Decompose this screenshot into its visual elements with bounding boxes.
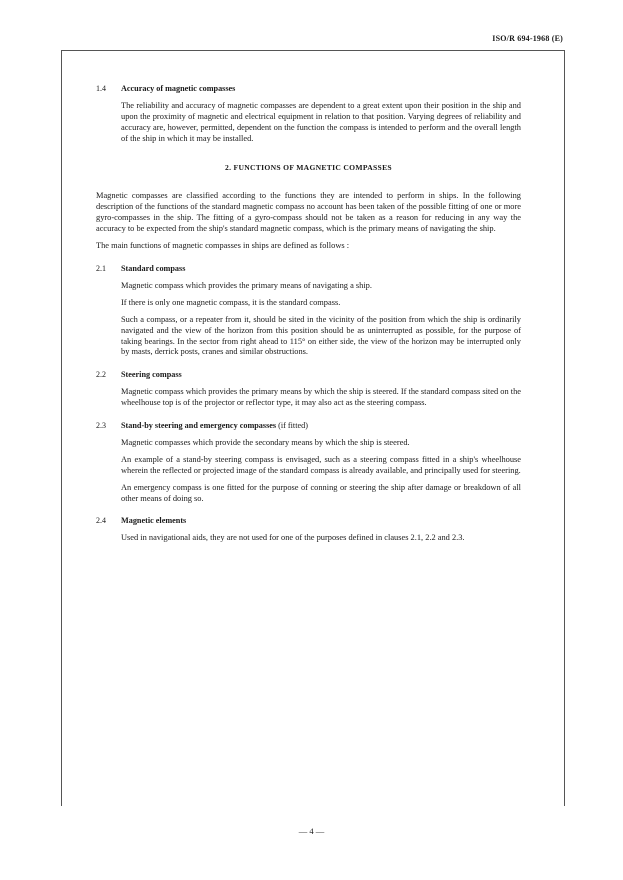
section-title-suffix: (if fitted) (278, 421, 308, 431)
section-number: 1.4 (96, 84, 106, 93)
standard-reference: ISO/R 694-1968 (E) (492, 34, 563, 43)
paragraph: If there is only one magnetic compass, it is the standard compass. (121, 297, 341, 307)
section-2-3 (96, 421, 521, 504)
section-number: 2.1 (96, 263, 106, 273)
section-number: 2.2 (96, 370, 106, 380)
page-number: — 4 — (298, 826, 325, 836)
section-title: Accuracy of magnetic compasses (121, 84, 236, 93)
paragraph: Magnetic compass which provides the primary means of navigating a ship. (121, 280, 372, 290)
document-body (96, 84, 521, 550)
section-title-text: Stand-by steering and emergency compasses (121, 421, 277, 431)
section-1-4 (96, 84, 521, 145)
section-number: 2.3 (96, 421, 106, 431)
intro-paragraph: The main functions of magnetic compasses in ships are defined as follows : (96, 241, 350, 251)
intro-paragraph: Magnetic compasses are classified according to the functions they are intended to perform in ships. In the following description of the functions of the standard magnetic compass no account has been taken of the possible fitting of one or more gyro-compasses in the ship. The fitting of a gyro-compass should not be taken as a reason for reducing in any way the accuracy to be expected from the ship's standard magnetic compass, which is the primary means of navigating the ship. (96, 191, 521, 234)
section-2-4 (96, 516, 521, 544)
chapter-heading: 2. FUNCTIONS OF MAGNETIC COMPASSES (225, 162, 392, 172)
paragraph: The reliability and accuracy of magnetic compasses are dependent to a great extent upon their position in the ship and upon the proximity of magnetic and electrical equipment in relation to that position. Varying degrees of reliability and accuracy are, however, permitted, dependent on the function the compass is intended to perform and the overall length of the ship in which it may be installed. (121, 100, 521, 143)
paragraph: An emergency compass is one fitted for the purpose of conning or steering the ship after damage or breakdown of all other means of doing so. (121, 482, 521, 503)
paragraph: Magnetic compasses which provide the secondary means by which the ship is steered. (121, 437, 410, 447)
section-title (121, 421, 308, 432)
section-title: Steering compass (121, 370, 182, 380)
paragraph: An example of a stand-by steering compass is envisaged, such as a steering compass fitted in a ship's wheelhouse wherein the reflected or projected image of the standard compass is already available, and principally used for steering. (121, 454, 521, 475)
section-title: Magnetic elements (121, 516, 187, 526)
section-number: 2.4 (96, 516, 106, 526)
paragraph: Used in navigational aids, they are not used for one of the purposes defined in clauses 2.1, 2.2 and 2.3. (121, 533, 465, 543)
section-2-1 (96, 264, 521, 358)
section-title: Standard compass (121, 263, 186, 273)
paragraph: Such a compass, or a repeater from it, should be sited in the vicinity of the position from which the ship is ordinarily navigated and the view of the horizon from this position should be as uninterrupted as possible, for the purpose of taking bearings. In the sector from right ahead to 115° on either side, the view of the horizon may be interrupted only by masts, derrick posts, cranes and similar obstructions. (121, 314, 521, 357)
paragraph: Magnetic compass which provides the primary means by which the ship is steered. If the standard compass sited on the wheelhouse top is of the projector or reflector type, it may also act as the steering compass. (121, 387, 521, 408)
section-2-2 (96, 370, 521, 409)
